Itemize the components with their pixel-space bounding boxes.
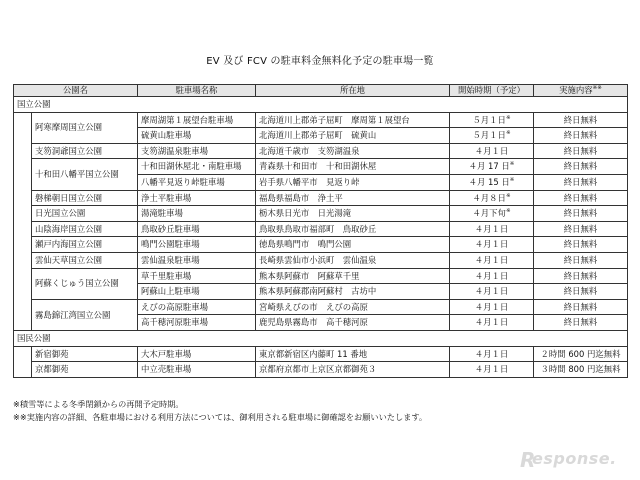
content: 終日無料 xyxy=(534,284,628,300)
start-date-cell xyxy=(450,143,534,159)
start-date: ４月１日 xyxy=(474,223,509,234)
indent-cell xyxy=(14,346,32,377)
content: 終日無料 xyxy=(534,268,628,284)
group-row xyxy=(14,97,628,113)
content: 終日無料 xyxy=(534,128,628,144)
start-date-cell xyxy=(450,174,534,190)
start-date-mark: ※ xyxy=(505,192,511,199)
park-name: 新宿御苑 xyxy=(32,346,138,362)
content: 終日無料 xyxy=(534,206,628,222)
park-name: 霧島錦江湾国立公園 xyxy=(32,299,138,330)
content: ２時間 600 円迄無料 xyxy=(534,346,628,362)
lot-location: 青森県十和田市 十和田湖休屋 xyxy=(256,159,450,175)
group-row xyxy=(14,330,628,346)
lot-name: えびの高原駐車場 xyxy=(138,299,256,315)
content: 終日無料 xyxy=(534,159,628,175)
start-date-cell xyxy=(450,159,534,175)
content: 終日無料 xyxy=(534,315,628,331)
lot-location: 宮崎県えびの市 えびの高原 xyxy=(256,299,450,315)
footnote: ※積雪等による冬季閉鎖からの再開予定時期。 xyxy=(13,399,184,409)
start-date-cell xyxy=(450,128,534,144)
document-title: EV 及び FCV の駐車料金無料化予定の駐車場一覧 xyxy=(206,56,434,67)
start-date-cell xyxy=(450,315,534,331)
table-header-row xyxy=(14,85,628,97)
content: 終日無料 xyxy=(534,190,628,206)
response-logo xyxy=(520,448,635,470)
start-date-cell xyxy=(450,221,534,237)
park-name: 瀬戸内海国立公園 xyxy=(32,237,138,253)
table-row xyxy=(14,268,628,284)
park-name: 阿寒摩周国立公園 xyxy=(32,112,138,143)
start-date: ５月１日 xyxy=(472,114,506,125)
start-date-mark: ※ xyxy=(509,177,515,184)
header-lot: 駐車場名称 xyxy=(138,85,256,97)
parking-lot-table xyxy=(13,84,628,378)
lot-location: 北海道川上郡弟子屈町 摩周第１展望台 xyxy=(256,112,450,128)
start-date: ５月１日 xyxy=(472,130,506,141)
header-content-label: 実施内容 xyxy=(559,85,593,96)
lot-name: 草千里駐車場 xyxy=(138,268,256,284)
lot-name: 十和田湖休屋北・南駐車場 xyxy=(138,159,256,175)
lot-name: 高千穂河原駐車場 xyxy=(138,315,256,331)
lot-name: 雲仙温泉駐車場 xyxy=(138,252,256,268)
lot-location: 東京都新宿区内藤町 11 番地 xyxy=(256,346,450,362)
group-name: 国立公園 xyxy=(14,97,628,113)
indent-cell xyxy=(14,112,32,330)
table-row xyxy=(14,143,628,159)
start-date-cell xyxy=(450,284,534,300)
start-date: ４月１日 xyxy=(474,364,509,375)
lot-name: 硫黄山駐車場 xyxy=(138,128,256,144)
start-date: ４月８日 xyxy=(472,192,506,203)
start-date: ４月１日 xyxy=(474,255,509,266)
lot-name: 鳴門公園駐車場 xyxy=(138,237,256,253)
start-date: ４月１日 xyxy=(474,286,509,297)
lot-location: 徳島県鳴門市 鳴門公園 xyxy=(256,237,450,253)
park-name: 日光国立公園 xyxy=(32,206,138,222)
lot-location: 熊本県阿蘇郡南阿蘇村 古坊中 xyxy=(256,284,450,300)
start-date: ４月 15 日 xyxy=(468,177,510,188)
start-date: ４月 17 日 xyxy=(468,161,510,172)
start-date: ４月１日 xyxy=(474,301,509,312)
content: 終日無料 xyxy=(534,221,628,237)
header-start: 開始時期（予定） xyxy=(450,85,534,97)
start-date-mark: ※ xyxy=(509,161,515,168)
lot-name: 八幡平見返り峠駐車場 xyxy=(138,174,256,190)
table-row xyxy=(14,112,628,128)
content: 終日無料 xyxy=(534,252,628,268)
start-date-cell xyxy=(450,190,534,206)
lot-name: 鳥取砂丘駐車場 xyxy=(138,221,256,237)
start-date-cell xyxy=(450,299,534,315)
table-row xyxy=(14,206,628,222)
start-date: ４月１日 xyxy=(474,348,509,359)
table-row xyxy=(14,190,628,206)
park-name: 山陰海岸国立公園 xyxy=(32,221,138,237)
start-date-cell xyxy=(450,206,534,222)
park-name: 十和田八幡平国立公園 xyxy=(32,159,138,190)
header-location: 所在地 xyxy=(256,85,450,97)
table-row xyxy=(14,221,628,237)
lot-name: 湯滝駐車場 xyxy=(138,206,256,222)
lot-location: 京都府京都市上京区京都御苑３ xyxy=(256,362,450,378)
footnotes xyxy=(13,398,427,424)
park-name: 支笏洞爺国立公園 xyxy=(32,143,138,159)
content: ３時間 800 円迄無料 xyxy=(534,362,628,378)
start-date-cell xyxy=(450,112,534,128)
header-park: 公園名 xyxy=(14,85,138,97)
park-name: 阿蘇くじゅう国立公園 xyxy=(32,268,138,299)
header-content-mark: ※※ xyxy=(592,85,602,92)
table-row xyxy=(14,237,628,253)
park-name: 磐梯朝日国立公園 xyxy=(32,190,138,206)
logo-mark: R xyxy=(520,448,536,472)
lot-location: 福島県福島市 浄土平 xyxy=(256,190,450,206)
start-date: ４月１日 xyxy=(474,145,509,156)
start-date: ４月１日 xyxy=(474,317,509,328)
content: 終日無料 xyxy=(534,237,628,253)
footnote: ※※実施内容の詳細、各駐車場における利用方法については、御利用される駐車場に御確認をお願いいたします。 xyxy=(13,412,428,422)
start-date-cell xyxy=(450,237,534,253)
start-date: ４月１日 xyxy=(474,239,509,250)
lot-location: 栃木県日光市 日光湯滝 xyxy=(256,206,450,222)
start-date-mark: ※ xyxy=(505,130,511,137)
start-date: ４月１日 xyxy=(474,270,509,281)
header-content xyxy=(534,85,628,97)
park-name: 雲仙天草国立公園 xyxy=(32,252,138,268)
start-date-cell xyxy=(450,268,534,284)
start-date-mark: ※ xyxy=(505,208,511,215)
group-name: 国民公園 xyxy=(14,330,628,346)
lot-location: 鹿児島県霧島市 高千穂河原 xyxy=(256,315,450,331)
start-date-cell xyxy=(450,252,534,268)
lot-location: 熊本県阿蘇市 阿蘇草千里 xyxy=(256,268,450,284)
logo-text: esponse. xyxy=(532,449,617,468)
park-name: 京都御苑 xyxy=(32,362,138,378)
table-row xyxy=(14,159,628,175)
lot-name: 支笏湖温泉駐車場 xyxy=(138,143,256,159)
lot-location: 北海道千歳市 支笏湖温泉 xyxy=(256,143,450,159)
table-row xyxy=(14,299,628,315)
table-row xyxy=(14,362,628,378)
content: 終日無料 xyxy=(534,299,628,315)
start-date-mark: ※ xyxy=(505,114,511,121)
lot-name: 阿蘇山上駐車場 xyxy=(138,284,256,300)
lot-location: 北海道川上郡弟子屈町 硫黄山 xyxy=(256,128,450,144)
start-date-cell xyxy=(450,346,534,362)
lot-location: 長崎県雲仙市小浜町 雲仙温泉 xyxy=(256,252,450,268)
lot-location: 鳥取県鳥取市福部町 鳥取砂丘 xyxy=(256,221,450,237)
start-date-cell xyxy=(450,362,534,378)
lot-name: 中立売駐車場 xyxy=(138,362,256,378)
lot-name: 摩周湖第１展望台駐車場 xyxy=(138,112,256,128)
lot-location: 岩手県八幡平市 見返り峠 xyxy=(256,174,450,190)
content: 終日無料 xyxy=(534,112,628,128)
lot-name: 大木戸駐車場 xyxy=(138,346,256,362)
content: 終日無料 xyxy=(534,174,628,190)
content: 終日無料 xyxy=(534,143,628,159)
lot-name: 浄土平駐車場 xyxy=(138,190,256,206)
table-row xyxy=(14,346,628,362)
table-row xyxy=(14,252,628,268)
start-date: ４月下旬 xyxy=(472,208,506,219)
table-body xyxy=(14,97,628,378)
